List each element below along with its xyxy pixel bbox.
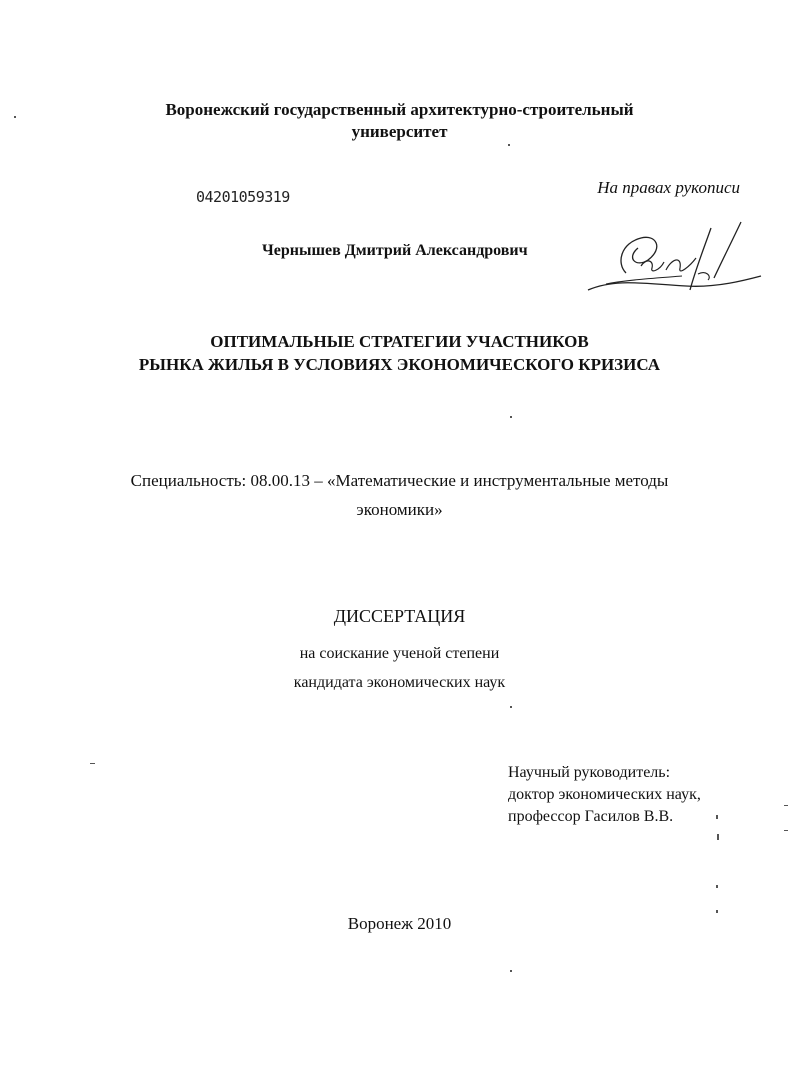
scan-speck <box>510 970 512 972</box>
degree-line-1: на соискание ученой степени <box>299 645 500 662</box>
document-type: ДИССЕРТАЦИЯ <box>333 606 466 626</box>
signature-icon <box>586 218 766 298</box>
supervisor-block <box>508 762 701 828</box>
supervisor-degree: доктор экономических наук, <box>508 786 701 803</box>
dissertation-title <box>0 330 799 376</box>
scan-speck <box>508 144 510 146</box>
scan-speck <box>716 815 718 819</box>
scan-speck <box>510 416 512 418</box>
supervisor-name: профессор Гасилов В.В. <box>508 808 674 825</box>
scan-speck <box>510 706 512 708</box>
scan-speck <box>90 763 95 764</box>
degree-line-2: кандидата экономических наук <box>293 674 506 691</box>
specialty <box>0 466 799 524</box>
scan-speck <box>716 885 718 888</box>
supervisor-label: Научный руководитель: <box>508 764 671 781</box>
author-name: Чернышев Дмитрий Александрович <box>262 242 528 259</box>
scan-speck <box>716 910 718 913</box>
scan-speck <box>784 830 788 831</box>
manuscript-rights-note: На правах рукописи <box>597 178 740 197</box>
registration-number: 04201059319 <box>196 188 290 206</box>
scan-speck <box>784 805 788 806</box>
scan-speck <box>14 116 16 118</box>
institution-name <box>0 99 799 143</box>
institution-line-1: Воронежский государственный архитектурно-строительный <box>165 100 634 119</box>
title-line-1: ОПТИМАЛЬНЫЕ СТРАТЕГИИ УЧАСТНИКОВ <box>210 332 589 351</box>
specialty-line-1: Специальность: 08.00.13 – «Математические и инструментальные методы <box>130 471 669 490</box>
city-year: Воронеж 2010 <box>347 914 452 933</box>
institution-line-2: университет <box>351 122 448 141</box>
specialty-line-2: экономики» <box>356 500 443 519</box>
title-line-2: РЫНКА ЖИЛЬЯ В УСЛОВИЯХ ЭКОНОМИЧЕСКОГО КРИЗИСА <box>138 355 661 374</box>
degree-sought <box>0 639 799 697</box>
scan-speck <box>717 834 719 840</box>
